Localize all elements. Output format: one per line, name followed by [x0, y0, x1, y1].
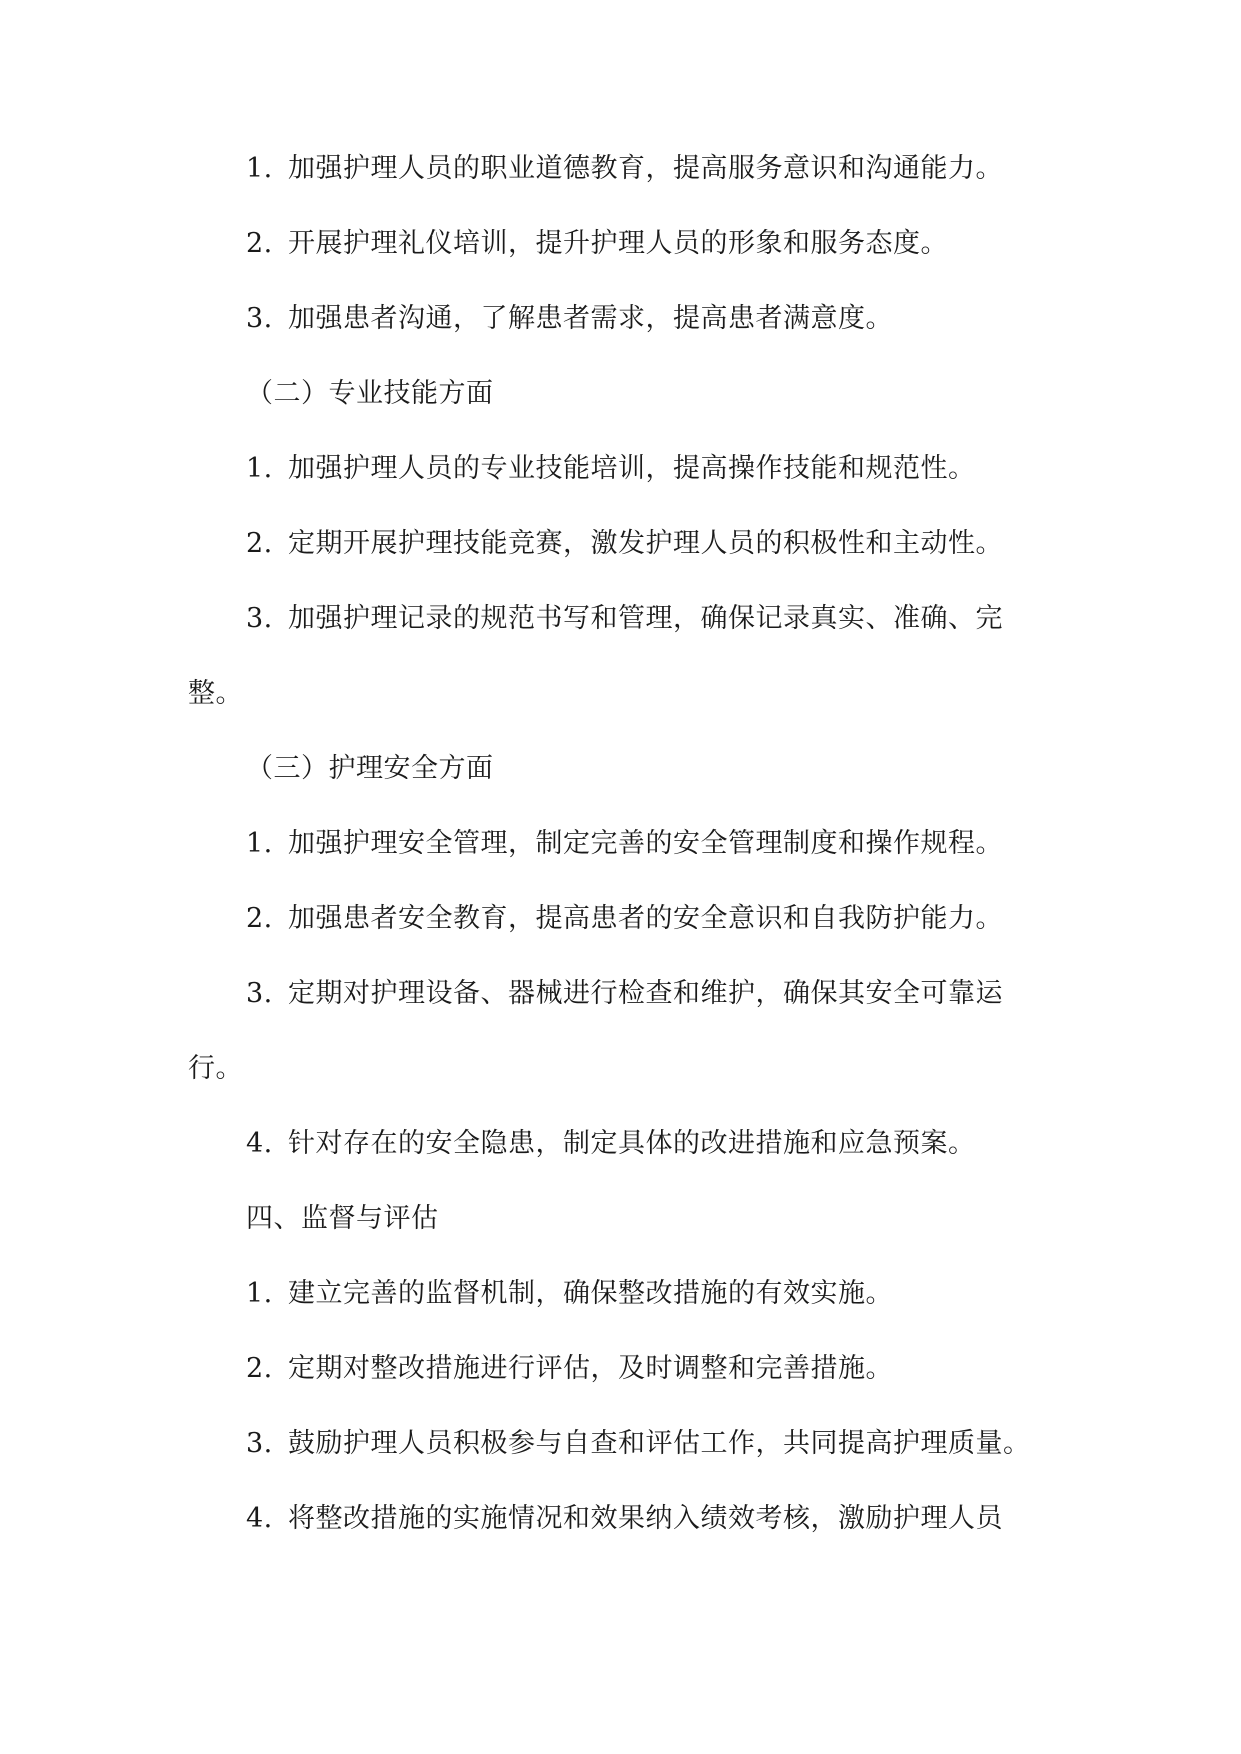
item-text: 开展护理礼仪培训，提升护理人员的形象和服务态度。: [288, 228, 948, 259]
item-2-safety-education: [246, 899, 1003, 939]
item-number: 1.: [246, 1278, 273, 1309]
heading-text: （二）专业技能方面: [246, 378, 494, 409]
item-number: 4.: [246, 1503, 273, 1534]
item-number: 3.: [246, 303, 273, 334]
section-heading-supervision: [246, 1199, 439, 1239]
item-4-hazards: [246, 1124, 976, 1164]
item-1-ethics: [246, 149, 1003, 189]
item-text: 行。: [188, 1053, 243, 1084]
item-3-communication: [246, 299, 893, 339]
item-number: 2.: [246, 528, 273, 559]
item-number: 1.: [246, 453, 273, 484]
item-number: 3.: [246, 978, 273, 1009]
item-2-etiquette: [246, 224, 948, 264]
heading-text: 四、监督与评估: [246, 1203, 439, 1234]
item-number: 2.: [246, 1353, 273, 1384]
item-3-records: [246, 599, 1003, 639]
section-heading-skills: [246, 374, 494, 414]
item-1-skill-training: [246, 449, 976, 489]
item-text: 整。: [188, 678, 243, 709]
item-number: 1.: [246, 153, 273, 184]
item-text: 定期开展护理技能竞赛，激发护理人员的积极性和主动性。: [288, 528, 1003, 559]
item-text: 加强患者沟通，了解患者需求，提高患者满意度。: [288, 303, 893, 334]
item-text: 加强护理人员的专业技能培训，提高操作技能和规范性。: [288, 453, 976, 484]
item-2-skill-competition: [246, 524, 1003, 564]
item-3-records-continuation: [188, 674, 243, 714]
item-4-assessment: [246, 1499, 1003, 1539]
heading-text: （三）护理安全方面: [246, 753, 494, 784]
item-number: 4.: [246, 1128, 273, 1159]
item-3-participation: [246, 1424, 1031, 1464]
item-1-safety-management: [246, 824, 1003, 864]
item-text: 加强患者安全教育，提高患者的安全意识和自我防护能力。: [288, 903, 1003, 934]
item-number: 3.: [246, 1428, 273, 1459]
item-1-supervision: [246, 1274, 893, 1314]
item-text: 定期对整改措施进行评估，及时调整和完善措施。: [288, 1353, 893, 1384]
item-text: 针对存在的安全隐患，制定具体的改进措施和应急预案。: [288, 1128, 976, 1159]
item-3-equipment: [246, 974, 1003, 1014]
item-text: 加强护理人员的职业道德教育，提高服务意识和沟通能力。: [288, 153, 1003, 184]
item-2-evaluation: [246, 1349, 893, 1389]
item-text: 定期对护理设备、器械进行检查和维护，确保其安全可靠运: [288, 978, 1003, 1009]
item-text: 加强护理记录的规范书写和管理，确保记录真实、准确、完: [288, 603, 1003, 634]
item-text: 加强护理安全管理，制定完善的安全管理制度和操作规程。: [288, 828, 1003, 859]
item-number: 3.: [246, 603, 273, 634]
item-3-equipment-continuation: [188, 1049, 243, 1089]
section-heading-safety: [246, 749, 494, 789]
item-number: 2.: [246, 228, 273, 259]
item-number: 1.: [246, 828, 273, 859]
item-text: 将整改措施的实施情况和效果纳入绩效考核，激励护理人员: [288, 1503, 1003, 1534]
item-number: 2.: [246, 903, 273, 934]
item-text: 鼓励护理人员积极参与自查和评估工作，共同提高护理质量。: [288, 1428, 1031, 1459]
item-text: 建立完善的监督机制，确保整改措施的有效实施。: [288, 1278, 893, 1309]
